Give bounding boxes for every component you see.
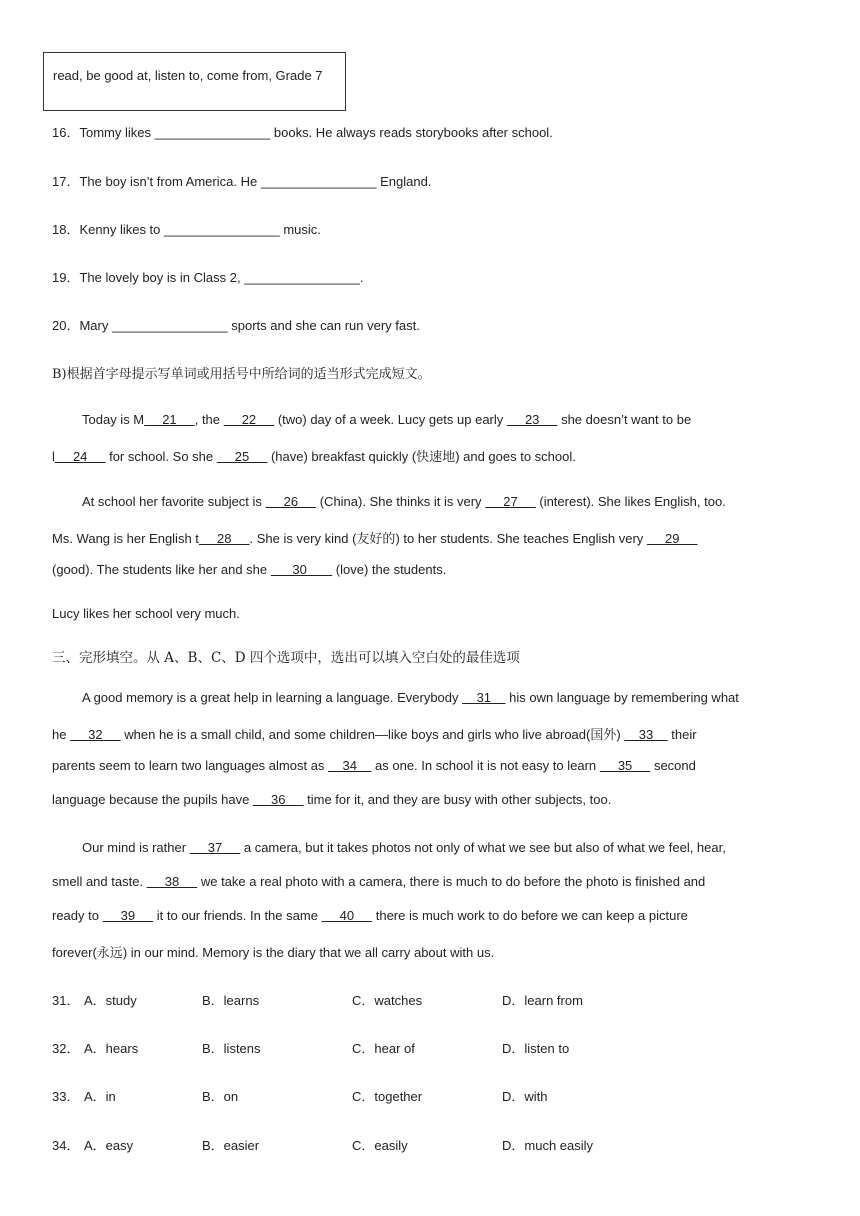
blank-38[interactable]: 38 bbox=[146, 874, 198, 889]
passage-text: ) and goes to school. bbox=[455, 449, 576, 464]
question-text: . bbox=[359, 270, 364, 285]
blank-33[interactable]: 33 bbox=[624, 727, 668, 742]
passage-text: when he is a small child, and some children—like boys and girls who live abroad( bbox=[120, 727, 591, 742]
question-number: 19． bbox=[52, 270, 80, 285]
answer-blank[interactable]: ________________ bbox=[260, 174, 377, 189]
question-number: 18． bbox=[52, 222, 80, 237]
blank-23[interactable]: 23 bbox=[506, 412, 558, 427]
blank-26[interactable]: 26 bbox=[265, 494, 317, 509]
blank-21[interactable]: 21 bbox=[144, 412, 195, 427]
passage-text: it to our friends. In the same bbox=[153, 908, 322, 923]
passage-text: (good). The students like her and she bbox=[52, 562, 271, 577]
passage-text: she doesn’t want to be bbox=[557, 412, 692, 427]
question-text: The boy isn’t from America. He bbox=[79, 174, 261, 189]
chinese-gloss: 国外 bbox=[590, 728, 617, 743]
option-c[interactable]: C．easily bbox=[352, 1138, 408, 1153]
option-b[interactable]: B．learns bbox=[202, 993, 260, 1008]
option-a[interactable]: A．easy bbox=[84, 1138, 134, 1153]
passage-text: their bbox=[667, 727, 697, 742]
blank-35[interactable]: 35 bbox=[599, 758, 651, 773]
passage-text: (interest). She likes English, too. bbox=[535, 494, 726, 509]
option-number: 34． bbox=[52, 1138, 80, 1153]
question-16 bbox=[52, 122, 553, 141]
blank-36[interactable]: 36 bbox=[252, 792, 304, 807]
option-a[interactable]: A．in bbox=[84, 1089, 116, 1104]
passage-text: language because the pupils have bbox=[52, 792, 253, 807]
blank-27[interactable]: 27 bbox=[485, 494, 536, 509]
option-d[interactable]: D．with bbox=[502, 1089, 548, 1104]
question-number: 20． bbox=[52, 318, 80, 333]
word-bank-text: read, be good at, listen to, come from, Grade 7 bbox=[53, 68, 323, 83]
option-d[interactable]: D．much easily bbox=[502, 1138, 594, 1153]
passage-c-line bbox=[82, 690, 739, 705]
passage-text: time for it, and they are busy with other subjects, too. bbox=[303, 792, 612, 807]
option-d[interactable]: D．learn from bbox=[502, 993, 583, 1008]
question-text: England. bbox=[376, 174, 432, 189]
passage-c-line bbox=[82, 840, 726, 855]
blank-37[interactable]: 37 bbox=[189, 840, 241, 855]
blank-40[interactable]: 40 bbox=[321, 908, 373, 923]
passage-text: Ms. Wang is her English t bbox=[52, 531, 199, 546]
option-c[interactable]: C．together bbox=[352, 1089, 423, 1104]
question-text: Mary bbox=[79, 318, 112, 333]
passage-text: for school. So she bbox=[105, 449, 217, 464]
passage-text: Our mind is rather bbox=[82, 840, 190, 855]
option-c[interactable]: C．watches bbox=[352, 993, 423, 1008]
word-bank-box bbox=[43, 52, 346, 111]
passage-text: as one. In school it is not easy to learn bbox=[371, 758, 600, 773]
blank-30[interactable]: 30 bbox=[270, 562, 333, 577]
passage-text: there is much work to do before we can keep a picture bbox=[372, 908, 688, 923]
option-a[interactable]: A．hears bbox=[84, 1041, 139, 1056]
option-d[interactable]: D．listen to bbox=[502, 1041, 570, 1056]
passage-b-line bbox=[82, 494, 726, 509]
passage-text: his own language by remembering what bbox=[505, 690, 739, 705]
blank-29[interactable]: 29 bbox=[646, 531, 698, 546]
answer-blank[interactable]: ________________ bbox=[111, 318, 228, 333]
chinese-gloss: 友好的 bbox=[356, 532, 396, 547]
option-b[interactable]: B．easier bbox=[202, 1138, 260, 1153]
question-18 bbox=[52, 219, 321, 238]
passage-c-line bbox=[52, 908, 688, 923]
passage-text: , the bbox=[194, 412, 224, 427]
option-number: 33． bbox=[52, 1089, 80, 1104]
passage-text: (love) the students. bbox=[332, 562, 447, 577]
passage-c-line bbox=[52, 724, 697, 743]
blank-34[interactable]: 34 bbox=[328, 758, 372, 773]
question-text: books. He always reads storybooks after school. bbox=[270, 125, 553, 140]
chinese-gloss: 快速地 bbox=[416, 450, 456, 465]
passage-text: A good memory is a great help in learning a language. Everybody bbox=[82, 690, 463, 705]
passage-text: (have) breakfast quickly ( bbox=[267, 449, 417, 464]
blank-28[interactable]: 28 bbox=[198, 531, 250, 546]
passage-text: l bbox=[52, 449, 55, 464]
question-text: Kenny likes to bbox=[79, 222, 165, 237]
passage-text: parents seem to learn two languages almost as bbox=[52, 758, 329, 773]
blank-22[interactable]: 22 bbox=[223, 412, 275, 427]
passage-text: smell and taste. bbox=[52, 874, 147, 889]
section-b-title: B)根据首字母提示写单词或用括号中所给词的适当形式完成短文。 bbox=[52, 367, 431, 382]
blank-39[interactable]: 39 bbox=[102, 908, 154, 923]
question-text: music. bbox=[279, 222, 321, 237]
question-text: sports and she can run very fast. bbox=[227, 318, 420, 333]
blank-31[interactable]: 31 bbox=[462, 690, 506, 705]
option-b[interactable]: B．listens bbox=[202, 1041, 261, 1056]
passage-text: ready to bbox=[52, 908, 103, 923]
passage-text: . She is very kind ( bbox=[249, 531, 357, 546]
chinese-gloss: 永远 bbox=[96, 946, 123, 961]
question-number: 17． bbox=[52, 174, 80, 189]
passage-c-line bbox=[52, 758, 696, 773]
option-number: 31． bbox=[52, 993, 80, 1008]
passage-text: ) bbox=[616, 727, 625, 742]
blank-24[interactable]: 24 bbox=[54, 449, 106, 464]
question-20 bbox=[52, 315, 420, 334]
passage-c-line bbox=[52, 792, 611, 807]
option-c[interactable]: C．hear of bbox=[352, 1041, 415, 1056]
option-b[interactable]: B．on bbox=[202, 1089, 239, 1104]
passage-b-closing: Lucy likes her school very much. bbox=[52, 606, 240, 621]
question-17 bbox=[52, 171, 431, 190]
passage-b-line bbox=[52, 446, 576, 465]
passage-c-line bbox=[52, 874, 705, 889]
question-19 bbox=[52, 267, 364, 286]
answer-blank[interactable]: ________________ bbox=[154, 125, 271, 140]
passage-b-line bbox=[52, 528, 697, 547]
passage-text: second bbox=[650, 758, 696, 773]
passage-text: forever( bbox=[52, 945, 97, 960]
answer-blank[interactable]: ________________ bbox=[244, 270, 360, 285]
passage-text: he bbox=[52, 727, 71, 742]
passage-text: At school her favorite subject is bbox=[82, 494, 266, 509]
answer-blank[interactable]: ________________ bbox=[164, 222, 280, 237]
passage-text: a camera, but it takes photos not only of what we see but also of what we feel, hear, bbox=[240, 840, 726, 855]
question-number: 16． bbox=[52, 125, 80, 140]
question-text: Tommy likes bbox=[79, 125, 155, 140]
option-number: 32． bbox=[52, 1041, 80, 1056]
passage-b-line bbox=[52, 562, 446, 577]
blank-25[interactable]: 25 bbox=[216, 449, 268, 464]
section-3-title: 三、完形填空。从 A、B、C、D 四个选项中，选出可以填入空白处的最佳选项 bbox=[52, 650, 520, 666]
passage-text: (two) day of a week. Lucy gets up early bbox=[274, 412, 507, 427]
passage-text: we take a real photo with a camera, there is much to do before the photo is finished and bbox=[197, 874, 706, 889]
passage-text: Today is M bbox=[82, 412, 145, 427]
passage-text: (China). She thinks it is very bbox=[316, 494, 486, 509]
passage-text: ) to her students. She teaches English very bbox=[395, 531, 647, 546]
passage-text: ) in our mind. Memory is the diary that we all carry about with us. bbox=[122, 945, 495, 960]
passage-b-line bbox=[82, 412, 691, 427]
blank-32[interactable]: 32 bbox=[70, 727, 121, 742]
option-a[interactable]: A．study bbox=[84, 993, 137, 1008]
passage-c-line bbox=[52, 942, 494, 961]
question-text: The lovely boy is in Class 2, bbox=[79, 270, 245, 285]
